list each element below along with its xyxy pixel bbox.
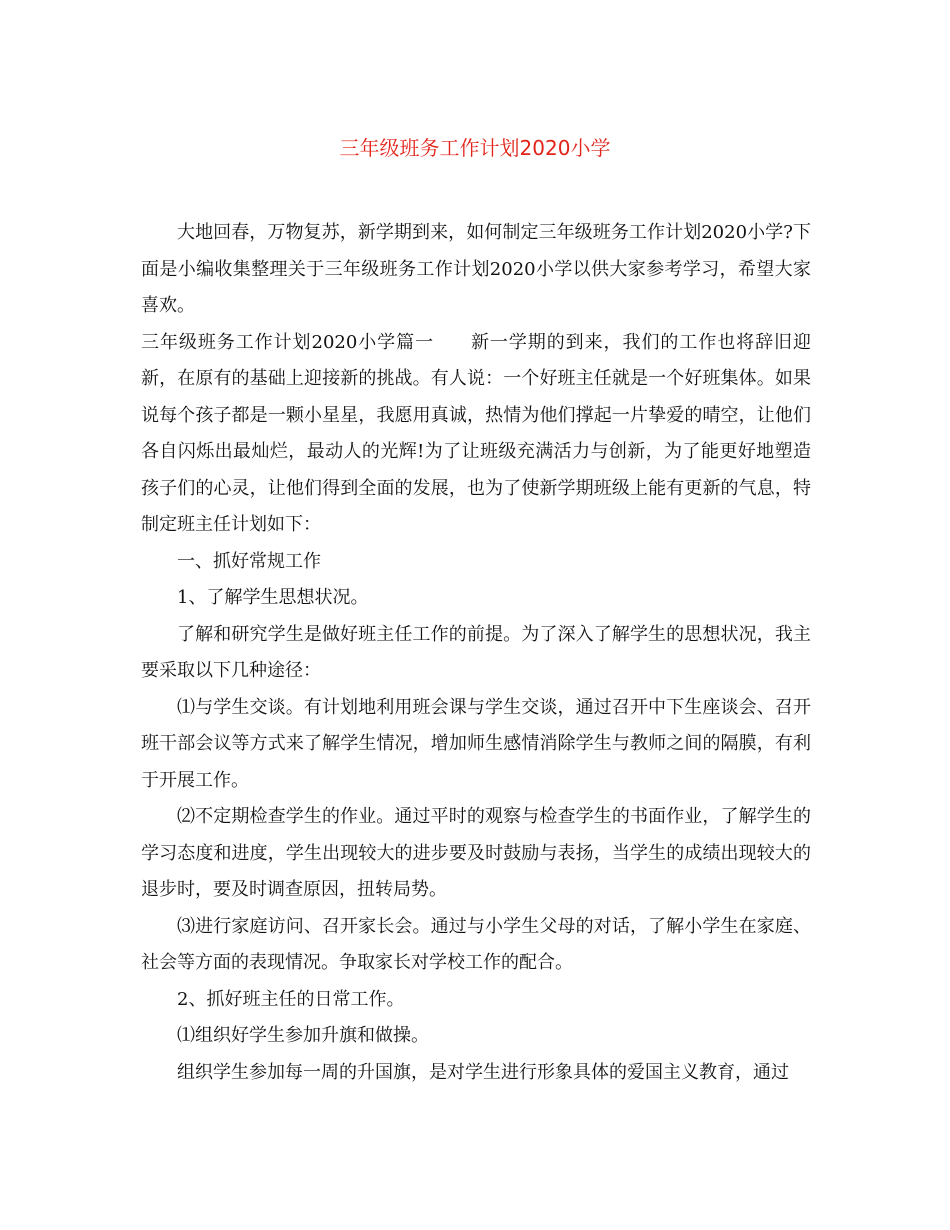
document-body: [141, 215, 811, 1091]
paragraph-9: 组织学生参加每一周的升国旗，是对学生进行形象具体的爱国主义教育，通过: [177, 1061, 789, 1083]
paragraph-7: 2、抓好班主任的日常工作。: [177, 988, 405, 1010]
document-title: 三年级班务工作计划2020小学: [339, 136, 611, 160]
paragraph-8: ⑴组织好学生参加升旗和做操。: [177, 1025, 429, 1046]
paragraph-4: ⑴与学生交谈。有计划地利用班会课与学生交谈，通过召开中下生座谈会、召开班干部会议等方式来了解学生情况，增加师生感情消除学生与教师之间的隔膜，有利于开展工作。: [141, 696, 811, 791]
section-opening-text: 新一学期的到来，我们的工作也将辞旧迎新，在原有的基础上迎接新的挑战。有人说：一个好班主任就是一个好班集体。如果说每个孩子都是一颗小星星，我愿用真诚，热情为他们撑起一片挚爱的晴空，让他们各自闪烁出最灿烂，最动人的光辉!为了让班级充满活力与创新，为了能更好地塑造孩子们的心灵，让他们得到全面的发展，也为了使新学期班级上能有更新的气息，特制定班主任计划如下：: [141, 331, 811, 535]
paragraph-1: 一、抓好常规工作: [177, 550, 321, 572]
paragraph-6: ⑶进行家庭访问、召开家长会。通过与小学生父母的对话，了解小学生在家庭、社会等方面的表现情况。争取家长对学校工作的配合。: [141, 915, 811, 973]
paragraph-2: 1、了解学生思想状况。: [177, 587, 369, 608]
intro-paragraph: 大地回春，万物复苏，新学期到来，如何制定三年级班务工作计划2020小学?下面是小编收集整理关于三年级班务工作计划2020小学以供大家参考学习，希望大家喜欢。: [141, 222, 811, 316]
section-heading: 三年级班务工作计划2020小学篇一: [141, 331, 435, 353]
section-opening-paragraph: [141, 325, 811, 544]
paragraph-5: ⑵不定期检查学生的作业。通过平时的观察与检查学生的书面作业，了解学生的学习态度和进度，学生出现较大的进步要及时鼓励与表扬，当学生的成绩出现较大的退步时，要及时调查原因，扭转局势。: [141, 806, 811, 900]
paragraph-3: 了解和研究学生是做好班主任工作的前提。为了深入了解学生的思想状况，我主要采取以下几种途径：: [141, 623, 811, 681]
